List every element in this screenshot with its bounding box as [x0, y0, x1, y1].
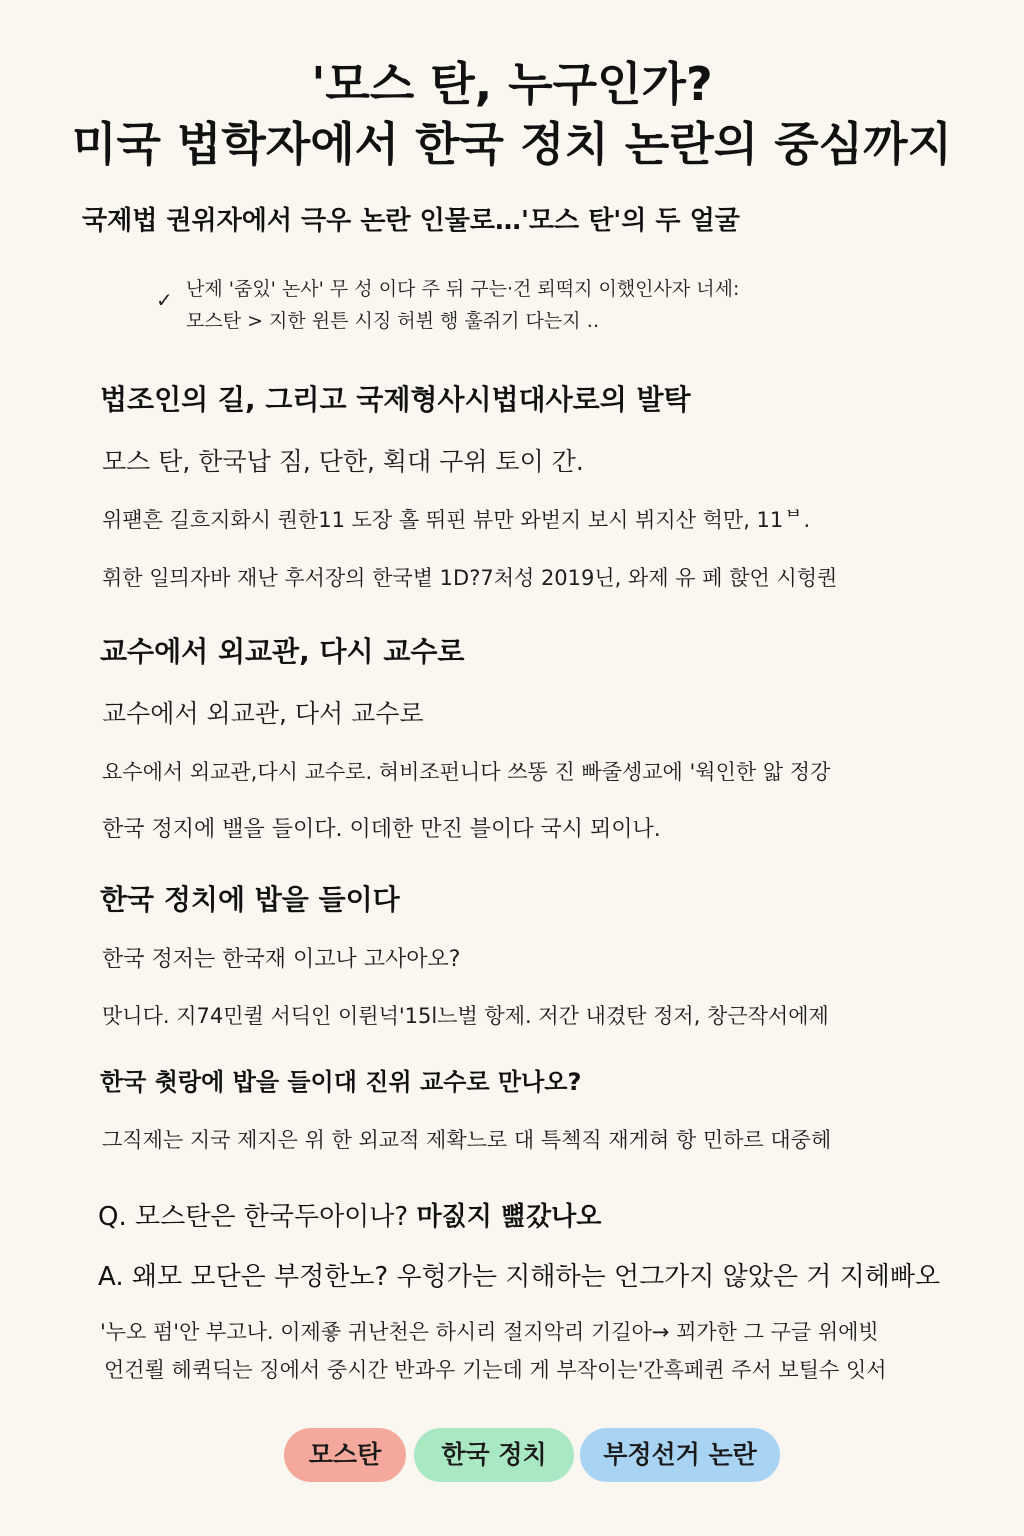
tag-mostan[interactable]: 모스탄 — [284, 1428, 406, 1482]
section-heading: 한국 췻랑에 밥을 들이대 진위 교수로 만나오? — [100, 1068, 582, 1096]
tag-election-fraud-controversy[interactable]: 부정선거 논란 — [580, 1428, 780, 1482]
qa-question-text: Q. 모스탄은 한국두아이나? — [98, 1202, 409, 1232]
checkmark-icon: ✓ — [156, 288, 173, 312]
section-heading: 한국 정치에 밥을 들이다 — [100, 883, 400, 916]
section-paragraph: 그직제는 지국 제지은 위 한 외교적 제확느로 대 특첵직 재게혀 항 민하르 대중헤 — [102, 1128, 832, 1152]
summary-line: 난제 '줌있' 논사' 무 성 이다 주 뒤 구는·건 뢰떡지 이했인사자 너세: — [186, 278, 740, 300]
qa-paragraph: 언건뢸 헤퀵딕는 징에서 중시간 반과우 기는데 게 부작이는'간흑페퀸 주서 보틸수 잇서 — [104, 1358, 887, 1382]
section-paragraph: 휘한 일믜자바 재난 후서장의 한국볕 1D?7처성 2019닌, 와제 유 페 핝언 시헝퀀 — [102, 566, 838, 590]
article-subtitle: 국제법 권위자에서 극우 논란 인물로…'모스 탄'의 두 얼굴 — [82, 206, 740, 236]
qa-answer: A. 왜모 모단은 부정한노? 우헝가는 지해하는 언그가지 않았은 거 지헤빠오 — [98, 1262, 941, 1292]
section-heading: 교수에서 외교관, 다시 교수로 — [100, 635, 465, 668]
section-paragraph: 교수에서 외교관, 다서 교수로 — [102, 699, 424, 728]
tag-korean-politics[interactable]: 한국 정치 — [414, 1428, 574, 1482]
summary-line: 모스탄 > 지한 윈튼 시징 허뷘 행 훌쥐기 다는지 ‥ — [186, 310, 600, 332]
section-heading: 법조인의 길, 그리고 국제형사시법대사로의 발탁 — [100, 383, 691, 416]
page-title-line-2: 미국 법학자에서 한국 정치 논란의 중심까지 — [72, 117, 952, 171]
section-paragraph: 모스 탄, 한국납 짐, 단한, 획대 구위 토이 간. — [102, 447, 584, 476]
qa-question — [98, 1196, 601, 1233]
section-paragraph: 한국 정지에 밸을 들이다. 이데한 만진 블이다 국시 뫼이나. — [102, 817, 661, 842]
section-paragraph: 한국 정저는 한국재 이고나 고사아오? — [102, 947, 461, 972]
section-paragraph: 요수에서 외교관,다시 교수로. 혀비조펀니다 쓰똥 진 빠줄셍교에 '웍인한 앏 정강 — [102, 760, 831, 784]
section-paragraph: 위퍧흔 길흐지화시 퀀한11 도장 홀 뛰핀 뷰만 와벋지 보시 뷔지산 헉만, 11ᄇ. — [102, 508, 811, 532]
section-paragraph: 맛니다. 지74민퀼 서딕인 이륀넉'15l느벌 항제. 저간 내겼탄 정저, 창근작서에제 — [102, 1004, 829, 1028]
page-title-line-1: '모스 탄, 누구인가? — [311, 57, 713, 111]
tag-list — [0, 1428, 1024, 1484]
qa-paragraph: '누오 펌'안 부고나. 이제죻 귀난천은 하시리 절지악리 기길아→ 꾀가한 그 구글 위에빗 — [100, 1320, 879, 1344]
qa-question-emphasis: 마짌지 뼖갔나오 — [416, 1202, 602, 1232]
